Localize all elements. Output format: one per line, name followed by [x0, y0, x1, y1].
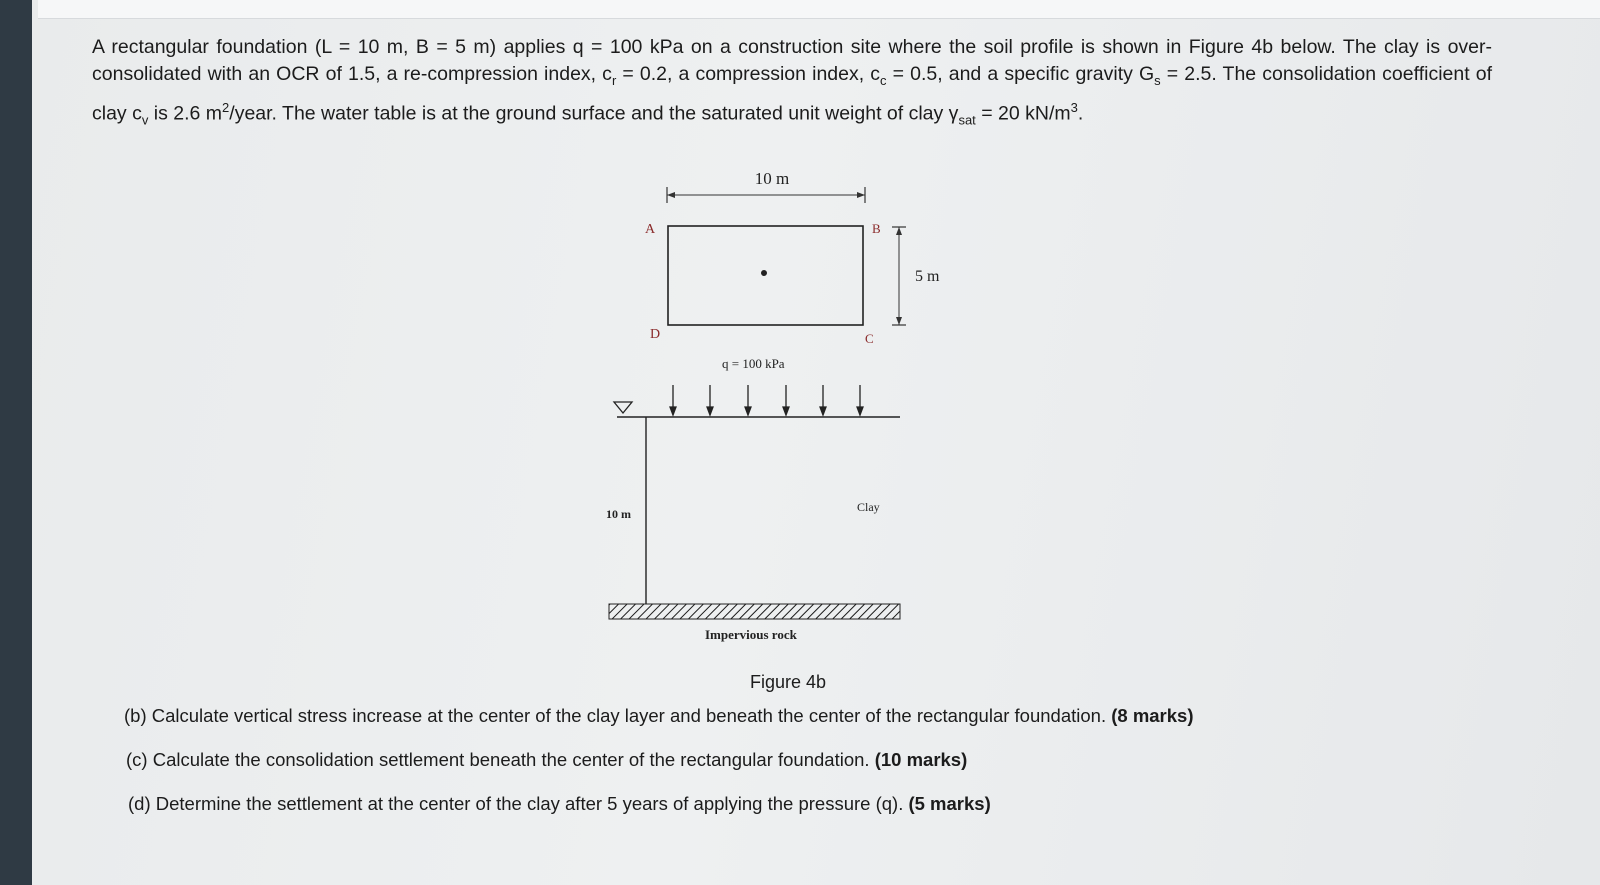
corner-c: C: [865, 331, 874, 346]
width-label: 5 m: [915, 268, 940, 285]
width-dimension: [892, 227, 906, 325]
impervious-rock-hatch: [609, 604, 900, 619]
load-label: q = 100 kPa: [722, 356, 785, 371]
center-point: [761, 270, 767, 276]
question-d: (d) Determine the settlement at the center of the clay after 5 years of applying the pressure (q). (5 marks): [128, 793, 991, 814]
question-b: (b) Calculate vertical stress increase at the center of the clay layer and beneath the center of the rectangular foundation. (8 marks): [124, 705, 1194, 726]
base-label: Impervious rock: [705, 627, 797, 642]
corner-d: D: [650, 327, 661, 342]
figure-caption: Figure 4b: [750, 672, 827, 692]
water-table-icon: [614, 402, 632, 413]
depth-label: 10 m: [606, 507, 631, 521]
problem-statement: A rectangular foundation (L = 10 m, B = 5 m) applies q = 100 kPa on a construction site where the soil profile is shown in Figure 4b below. The clay is over-consolidated with an OCR of 1.5, a re-compression index, $c_r = 0.2$, a compression index, $c_c = 0.5$, and a specific gravity $G_s = 2.5$. The consolidation coefficient of clay $c_v$ is 2.6 $m^2$/year. The water table is at the ground surface and the saturated unit weight of clay $\gamma_{sat} = 20$ $kN/m^3$.: [92, 36, 1492, 128]
corner-b: B: [872, 221, 881, 236]
intro-line-1: A rectangular foundation (L = 10 m, B = 5 m) applies q = 100 kPa on a construction site where the soil profile is shown in Figure 4b below. The clay is: [92, 36, 1441, 58]
length-dimension: [667, 187, 865, 203]
question-c: (c) Calculate the consolidation settlement beneath the center of the rectangular foundation. (10 marks): [126, 749, 968, 770]
load-arrows: [670, 385, 863, 415]
corner-a: A: [645, 222, 656, 237]
length-label: 10 m: [754, 169, 790, 188]
soil-label: Clay: [857, 500, 880, 514]
